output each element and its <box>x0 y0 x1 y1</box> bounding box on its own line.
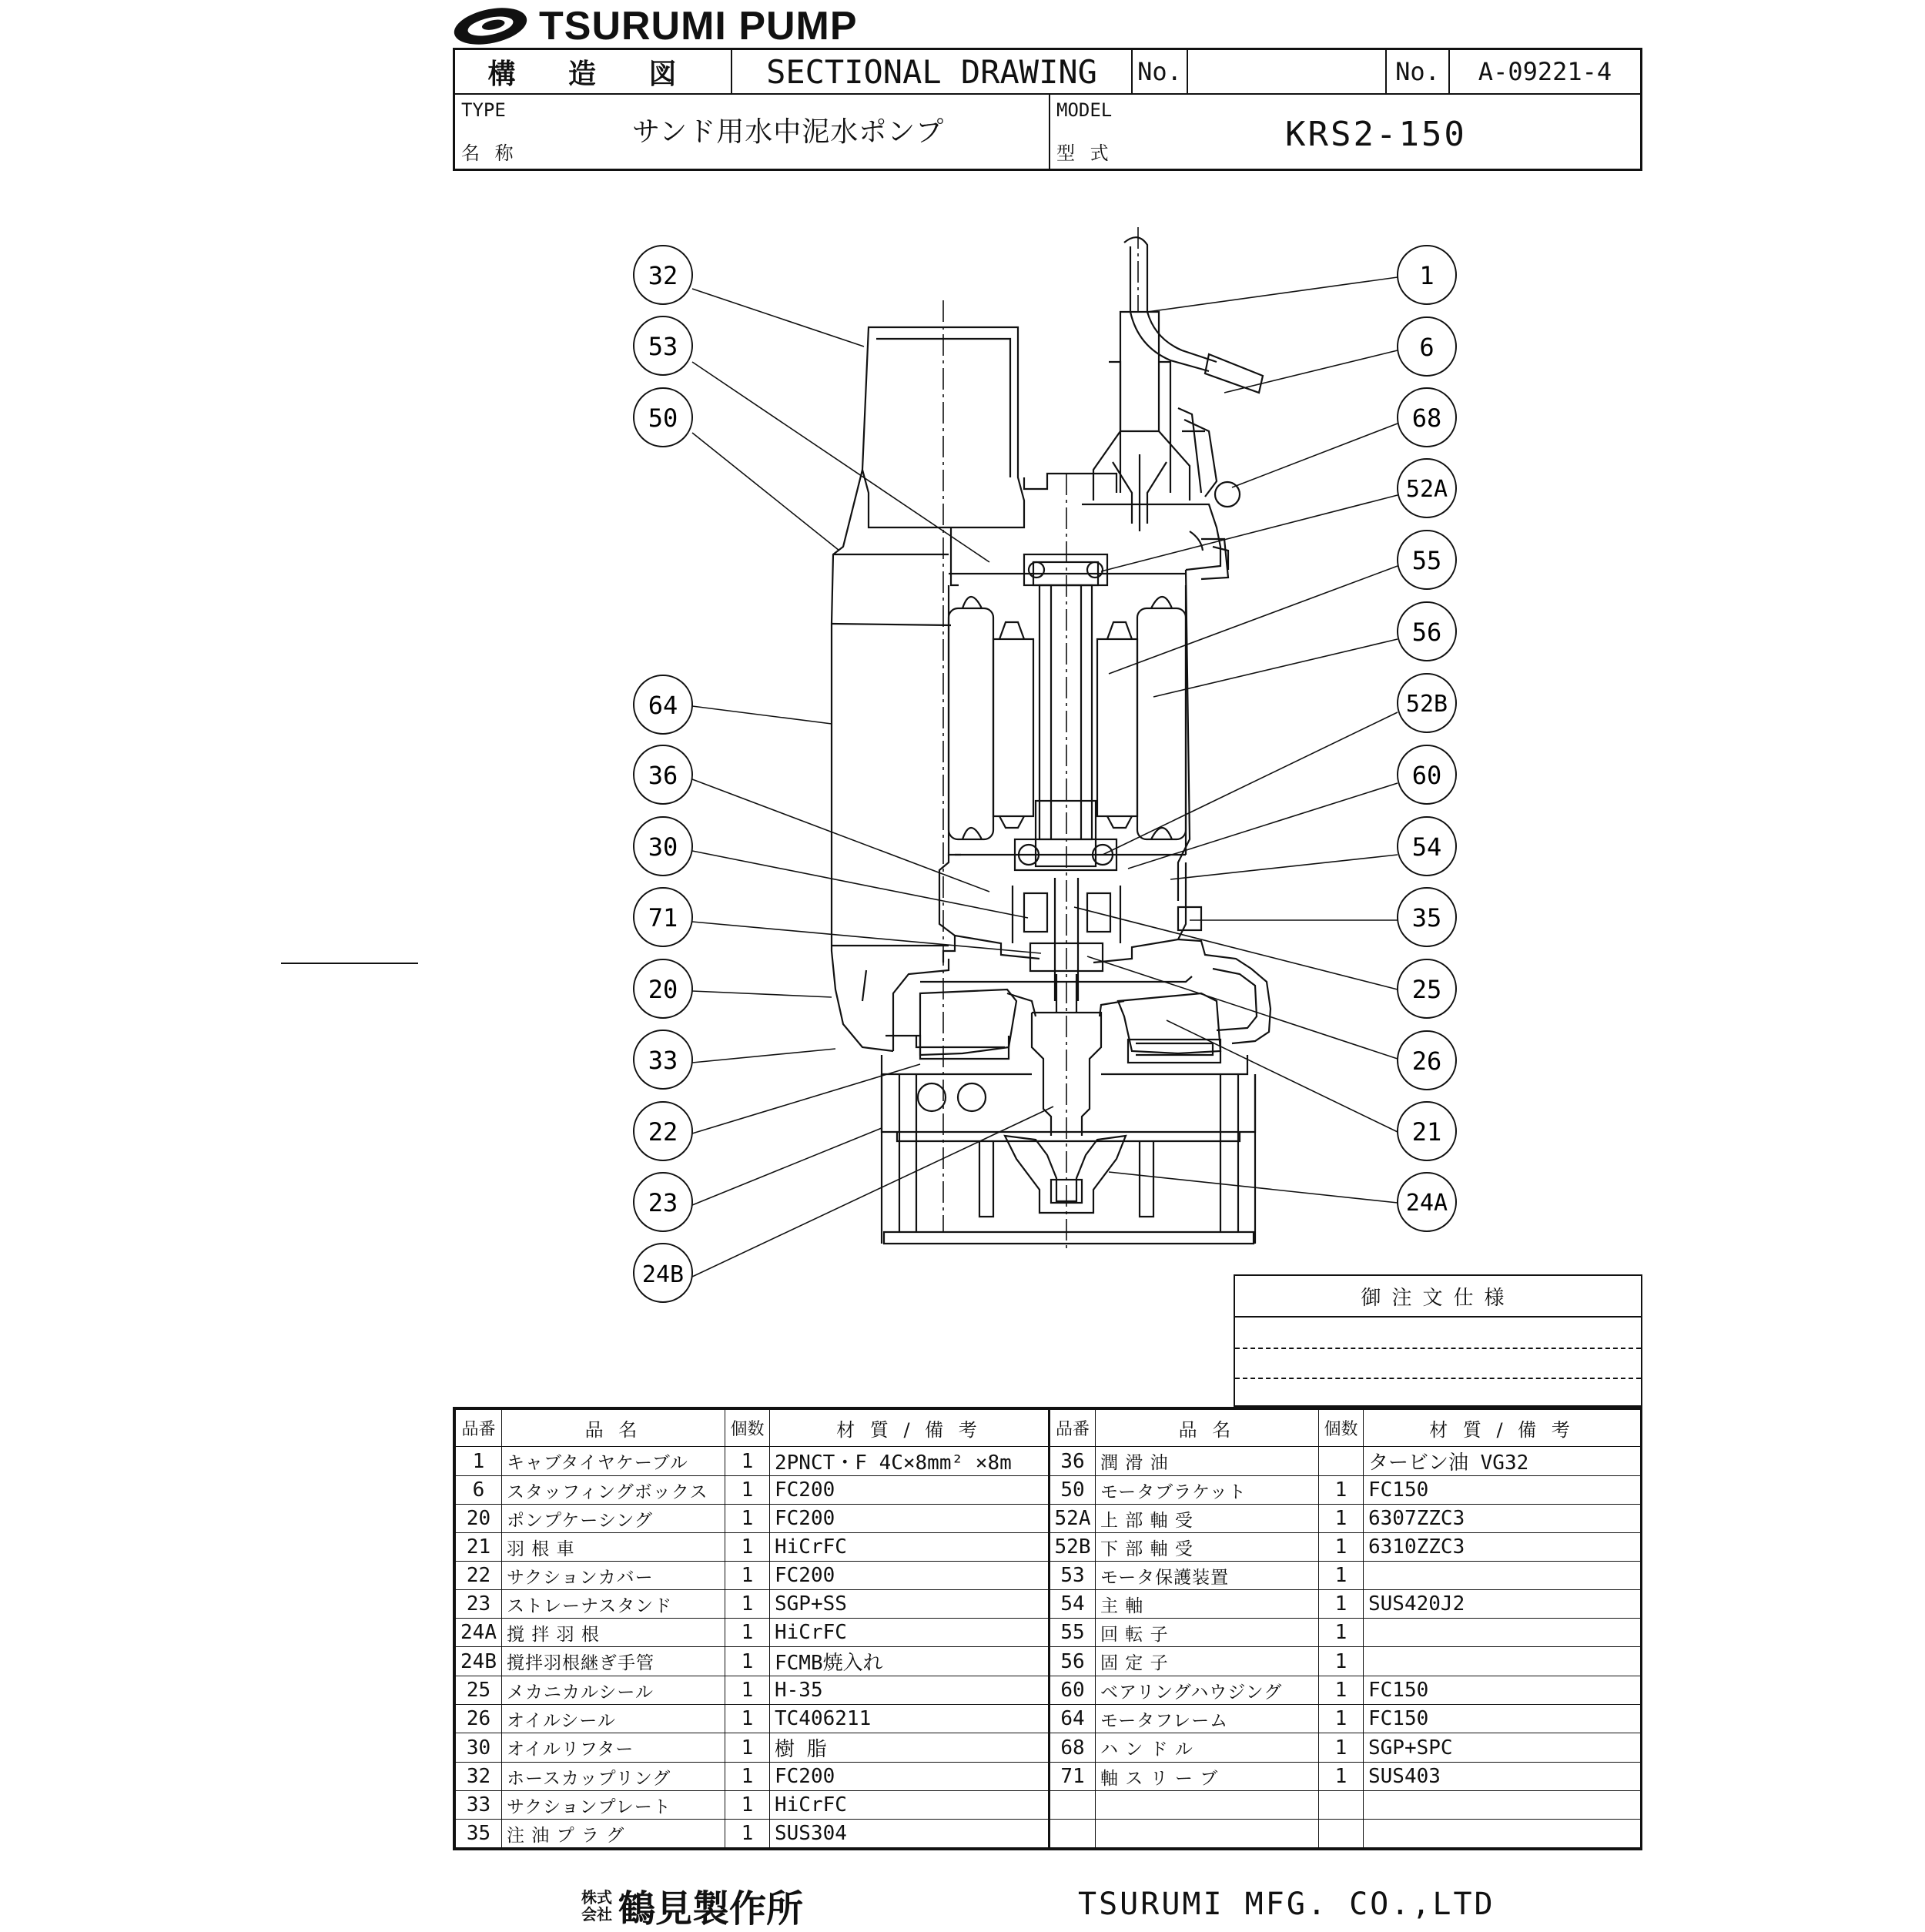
part-no-left: 35 <box>456 1820 502 1848</box>
parts-row <box>456 1733 1641 1763</box>
svg-text:64: 64 <box>648 691 678 720</box>
callout-21 <box>1398 1102 1456 1160</box>
part-qty-right: 1 <box>1319 1647 1364 1676</box>
callout-30 <box>634 817 692 876</box>
part-qty-left: 1 <box>725 1505 770 1533</box>
svg-text:20: 20 <box>648 975 678 1004</box>
svg-text:68: 68 <box>1411 403 1442 433</box>
name-label: 名 称 <box>461 142 518 164</box>
type-label: TYPE <box>461 99 506 121</box>
part-qty-left: 1 <box>725 1791 770 1820</box>
part-qty-right <box>1319 1791 1364 1820</box>
svg-text:36: 36 <box>648 761 678 790</box>
part-no-left: 21 <box>456 1533 502 1562</box>
callout-25 <box>1398 959 1456 1018</box>
parts-row <box>456 1676 1641 1705</box>
part-name-left: ストレーナスタンド <box>502 1590 725 1619</box>
part-qty-right: 1 <box>1319 1590 1364 1619</box>
svg-text:54: 54 <box>1411 832 1442 862</box>
order-spec-title: 御注文仕様 <box>1235 1276 1641 1318</box>
part-name-left: オイルリフター <box>502 1733 725 1763</box>
part-no-left: 26 <box>456 1705 502 1733</box>
part-material-right: SUS403 <box>1364 1763 1641 1791</box>
svg-text:30: 30 <box>648 832 678 862</box>
part-material-left: FC200 <box>770 1562 1050 1590</box>
company-name-en: TSURUMI MFG. CO.,LTD <box>1078 1887 1495 1922</box>
part-qty-right: 1 <box>1319 1733 1364 1763</box>
svg-text:52B: 52B <box>1405 691 1448 718</box>
part-material-left: FCMB焼入れ <box>770 1647 1050 1676</box>
part-name-right <box>1096 1820 1319 1848</box>
part-material-left: FC200 <box>770 1476 1050 1505</box>
callout-6 <box>1398 317 1456 376</box>
callout-55 <box>1398 531 1456 589</box>
part-no-left: 22 <box>456 1562 502 1590</box>
part-name-left: ホースカップリング <box>502 1763 725 1791</box>
callout-56 <box>1398 602 1456 661</box>
part-material-right <box>1364 1820 1641 1848</box>
part-qty-right: 1 <box>1319 1505 1364 1533</box>
svg-text:50: 50 <box>648 403 678 433</box>
part-no-right: 52A <box>1050 1505 1096 1533</box>
part-qty-right: 1 <box>1319 1676 1364 1705</box>
brand-name: TSURUMI PUMP <box>539 4 858 49</box>
part-material-right <box>1364 1791 1641 1820</box>
part-name-left: スタッフィングボックス <box>502 1476 725 1505</box>
part-no-right: 64 <box>1050 1705 1096 1733</box>
svg-text:71: 71 <box>648 903 678 933</box>
part-qty-right <box>1319 1820 1364 1848</box>
svg-text:6: 6 <box>1419 333 1435 362</box>
model-jp-label: 型 式 <box>1056 142 1113 164</box>
spec-line-1 <box>1235 1348 1641 1349</box>
svg-text:33: 33 <box>648 1046 678 1075</box>
part-qty-left: 1 <box>725 1476 770 1505</box>
parts-row <box>456 1476 1641 1505</box>
callout-52B <box>1398 674 1456 732</box>
part-name-right: 回 転 子 <box>1096 1619 1319 1647</box>
callout-33 <box>634 1030 692 1089</box>
drawing-number: A-09221-4 <box>1450 50 1640 95</box>
callout-71 <box>634 888 692 946</box>
header-name-right: 品 名 <box>1096 1410 1319 1447</box>
part-no-left: 25 <box>456 1676 502 1705</box>
part-no-left: 33 <box>456 1791 502 1820</box>
part-no-left: 6 <box>456 1476 502 1505</box>
part-qty-left: 1 <box>725 1562 770 1590</box>
svg-text:35: 35 <box>1411 903 1442 933</box>
part-material-right <box>1364 1647 1641 1676</box>
parts-row <box>456 1820 1641 1848</box>
svg-text:24A: 24A <box>1405 1190 1448 1217</box>
part-qty-left: 1 <box>725 1676 770 1705</box>
callout-50 <box>634 388 692 447</box>
part-name-left: 撹 拌 羽 根 <box>502 1619 725 1647</box>
parts-table-grid <box>455 1409 1641 1848</box>
parts-row <box>456 1763 1641 1791</box>
callout-53 <box>634 316 692 375</box>
part-qty-right: 1 <box>1319 1533 1364 1562</box>
part-no-right: 55 <box>1050 1619 1096 1647</box>
centerlines <box>943 227 1138 1251</box>
header-material-right: 材 質 / 備 考 <box>1364 1410 1641 1447</box>
callouts-right <box>1398 246 1456 1231</box>
callouts-left <box>634 246 692 1302</box>
part-qty-left: 1 <box>725 1533 770 1562</box>
callout-23 <box>634 1173 692 1231</box>
part-material-right <box>1364 1562 1641 1590</box>
header-no-right: 品番 <box>1050 1410 1096 1447</box>
header-qty-right: 個数 <box>1319 1410 1364 1447</box>
parts-body <box>456 1447 1641 1848</box>
parts-row <box>456 1705 1641 1733</box>
part-no-left: 24B <box>456 1647 502 1676</box>
part-qty-right <box>1319 1447 1364 1476</box>
part-no-left: 1 <box>456 1447 502 1476</box>
svg-text:23: 23 <box>648 1188 678 1217</box>
part-name-left: サクションプレート <box>502 1791 725 1820</box>
part-material-left: FC200 <box>770 1763 1050 1791</box>
part-name-left: 羽 根 車 <box>502 1533 725 1562</box>
header-name: 品 名 <box>502 1410 725 1447</box>
svg-text:52A: 52A <box>1405 476 1448 503</box>
part-name-right: モータブラケット <box>1096 1476 1319 1505</box>
part-material-left: HiCrFC <box>770 1619 1050 1647</box>
part-name-left: キャブタイヤケーブル <box>502 1447 725 1476</box>
company-prefix: 株式会社 <box>581 1887 612 1924</box>
parts-row <box>456 1647 1641 1676</box>
part-material-left: FC200 <box>770 1505 1050 1533</box>
parts-header-row <box>456 1410 1641 1447</box>
svg-text:26: 26 <box>1411 1046 1442 1076</box>
part-material-right: FC150 <box>1364 1705 1641 1733</box>
part-qty-left: 1 <box>725 1705 770 1733</box>
no-label-1: No. <box>1133 50 1188 95</box>
callout-68 <box>1398 388 1456 447</box>
part-name-right <box>1096 1791 1319 1820</box>
part-material-right: 6307ZZC3 <box>1364 1505 1641 1533</box>
jp-title: 構 造 図 <box>455 50 732 95</box>
part-qty-right: 1 <box>1319 1562 1364 1590</box>
callout-64 <box>634 675 692 734</box>
order-spec-box <box>1234 1274 1642 1407</box>
part-qty-left: 1 <box>725 1590 770 1619</box>
part-no-right: 50 <box>1050 1476 1096 1505</box>
part-material-left: H-35 <box>770 1676 1050 1705</box>
svg-text:56: 56 <box>1411 618 1442 647</box>
company-name-jp <box>581 1879 803 1932</box>
part-no-right: 53 <box>1050 1562 1096 1590</box>
pump-outline <box>832 237 1270 1244</box>
part-material-right: FC150 <box>1364 1676 1641 1705</box>
part-name-right: 固 定 子 <box>1096 1647 1319 1676</box>
svg-text:24B: 24B <box>641 1261 685 1288</box>
part-no-right: 56 <box>1050 1647 1096 1676</box>
callout-60 <box>1398 745 1456 804</box>
model-label: MODEL <box>1056 99 1113 121</box>
part-name-left: メカニカルシール <box>502 1676 725 1705</box>
callout-32 <box>634 246 692 304</box>
part-qty-left: 1 <box>725 1647 770 1676</box>
part-qty-left: 1 <box>725 1733 770 1763</box>
part-material-left: HiCrFC <box>770 1791 1050 1820</box>
parts-row <box>456 1562 1641 1590</box>
parts-row <box>456 1533 1641 1562</box>
part-qty-right: 1 <box>1319 1705 1364 1733</box>
part-qty-right: 1 <box>1319 1763 1364 1791</box>
part-no-left: 30 <box>456 1733 502 1763</box>
spec-line-2 <box>1235 1378 1641 1379</box>
company-name: 鶴見製作所 <box>618 1887 804 1930</box>
part-name-right: ハ ン ド ル <box>1096 1733 1319 1763</box>
part-name-right: 主 軸 <box>1096 1590 1319 1619</box>
part-qty-left: 1 <box>725 1619 770 1647</box>
parts-table <box>453 1407 1642 1850</box>
part-name-right: 潤 滑 油 <box>1096 1447 1319 1476</box>
part-no-right: 36 <box>1050 1447 1096 1476</box>
part-name-left: オイルシール <box>502 1705 725 1733</box>
callout-26 <box>1398 1031 1456 1090</box>
part-name-left: 注 油 プ ラ グ <box>502 1820 725 1848</box>
part-material-left: SGP+SS <box>770 1590 1050 1619</box>
part-material-left: TC406211 <box>770 1705 1050 1733</box>
part-material-right: タービン油 VG32 <box>1364 1447 1641 1476</box>
part-material-right: FC150 <box>1364 1476 1641 1505</box>
parts-row <box>456 1619 1641 1647</box>
svg-text:60: 60 <box>1411 761 1442 790</box>
part-name-right: モータ保護装置 <box>1096 1562 1319 1590</box>
part-no-right: 60 <box>1050 1676 1096 1705</box>
svg-text:55: 55 <box>1411 546 1442 575</box>
callout-24B <box>634 1244 692 1302</box>
part-qty-right: 1 <box>1319 1476 1364 1505</box>
header-no: 品番 <box>456 1410 502 1447</box>
leader-lines <box>692 277 1398 1277</box>
part-material-left: 樹 脂 <box>770 1733 1050 1763</box>
no-label-2: No. <box>1387 50 1450 95</box>
callout-20 <box>634 959 692 1018</box>
part-name-right: 軸 ス リ ー ブ <box>1096 1763 1319 1791</box>
model-value: KRS2-150 <box>1285 115 1467 154</box>
part-name-left: サクションカバー <box>502 1562 725 1590</box>
callout-22 <box>634 1102 692 1160</box>
part-qty-left: 1 <box>725 1820 770 1848</box>
part-no-right: 68 <box>1050 1733 1096 1763</box>
part-no-right: 52B <box>1050 1533 1096 1562</box>
part-no-left: 24A <box>456 1619 502 1647</box>
part-no-right <box>1050 1791 1096 1820</box>
en-title: SECTIONAL DRAWING <box>732 50 1133 95</box>
part-no-left: 20 <box>456 1505 502 1533</box>
callout-24A <box>1398 1173 1456 1231</box>
part-name-left: ポンプケーシング <box>502 1505 725 1533</box>
parts-row <box>456 1791 1641 1820</box>
svg-text:21: 21 <box>1411 1117 1442 1147</box>
callout-1 <box>1398 246 1456 304</box>
svg-text:53: 53 <box>648 332 678 361</box>
part-no-right <box>1050 1820 1096 1848</box>
part-name-right: 上 部 軸 受 <box>1096 1505 1319 1533</box>
part-material-left: SUS304 <box>770 1820 1050 1848</box>
part-material-right <box>1364 1619 1641 1647</box>
part-no-right: 54 <box>1050 1590 1096 1619</box>
callout-36 <box>634 745 692 804</box>
part-material-left: 2PNCT・F 4C×8mm² ×8m <box>770 1447 1050 1476</box>
svg-text:25: 25 <box>1411 975 1442 1004</box>
part-material-right: 6310ZZC3 <box>1364 1533 1641 1562</box>
svg-text:32: 32 <box>648 261 678 290</box>
part-qty-right: 1 <box>1319 1619 1364 1647</box>
svg-text:1: 1 <box>1419 261 1435 290</box>
callout-54 <box>1398 817 1456 876</box>
header-material: 材 質 / 備 考 <box>770 1410 1050 1447</box>
part-no-left: 23 <box>456 1590 502 1619</box>
part-name-right: モータフレーム <box>1096 1705 1319 1733</box>
parts-row <box>456 1590 1641 1619</box>
part-qty-left: 1 <box>725 1763 770 1791</box>
callout-52A <box>1398 459 1456 517</box>
part-name-right: ベアリングハウジング <box>1096 1676 1319 1705</box>
part-name-left: 撹拌羽根継ぎ手管 <box>502 1647 725 1676</box>
part-no-left: 32 <box>456 1763 502 1791</box>
part-qty-left: 1 <box>725 1447 770 1476</box>
part-no-right: 71 <box>1050 1763 1096 1791</box>
parts-row <box>456 1447 1641 1476</box>
part-material-right: SGP+SPC <box>1364 1733 1641 1763</box>
part-material-right: SUS420J2 <box>1364 1590 1641 1619</box>
pump-name: サンド用水中泥水ポンプ <box>632 116 945 148</box>
part-material-left: HiCrFC <box>770 1533 1050 1562</box>
parts-row <box>456 1505 1641 1533</box>
callout-35 <box>1398 888 1456 946</box>
part-name-right: 下 部 軸 受 <box>1096 1533 1319 1562</box>
svg-text:22: 22 <box>648 1117 678 1147</box>
header-qty: 個数 <box>725 1410 770 1447</box>
